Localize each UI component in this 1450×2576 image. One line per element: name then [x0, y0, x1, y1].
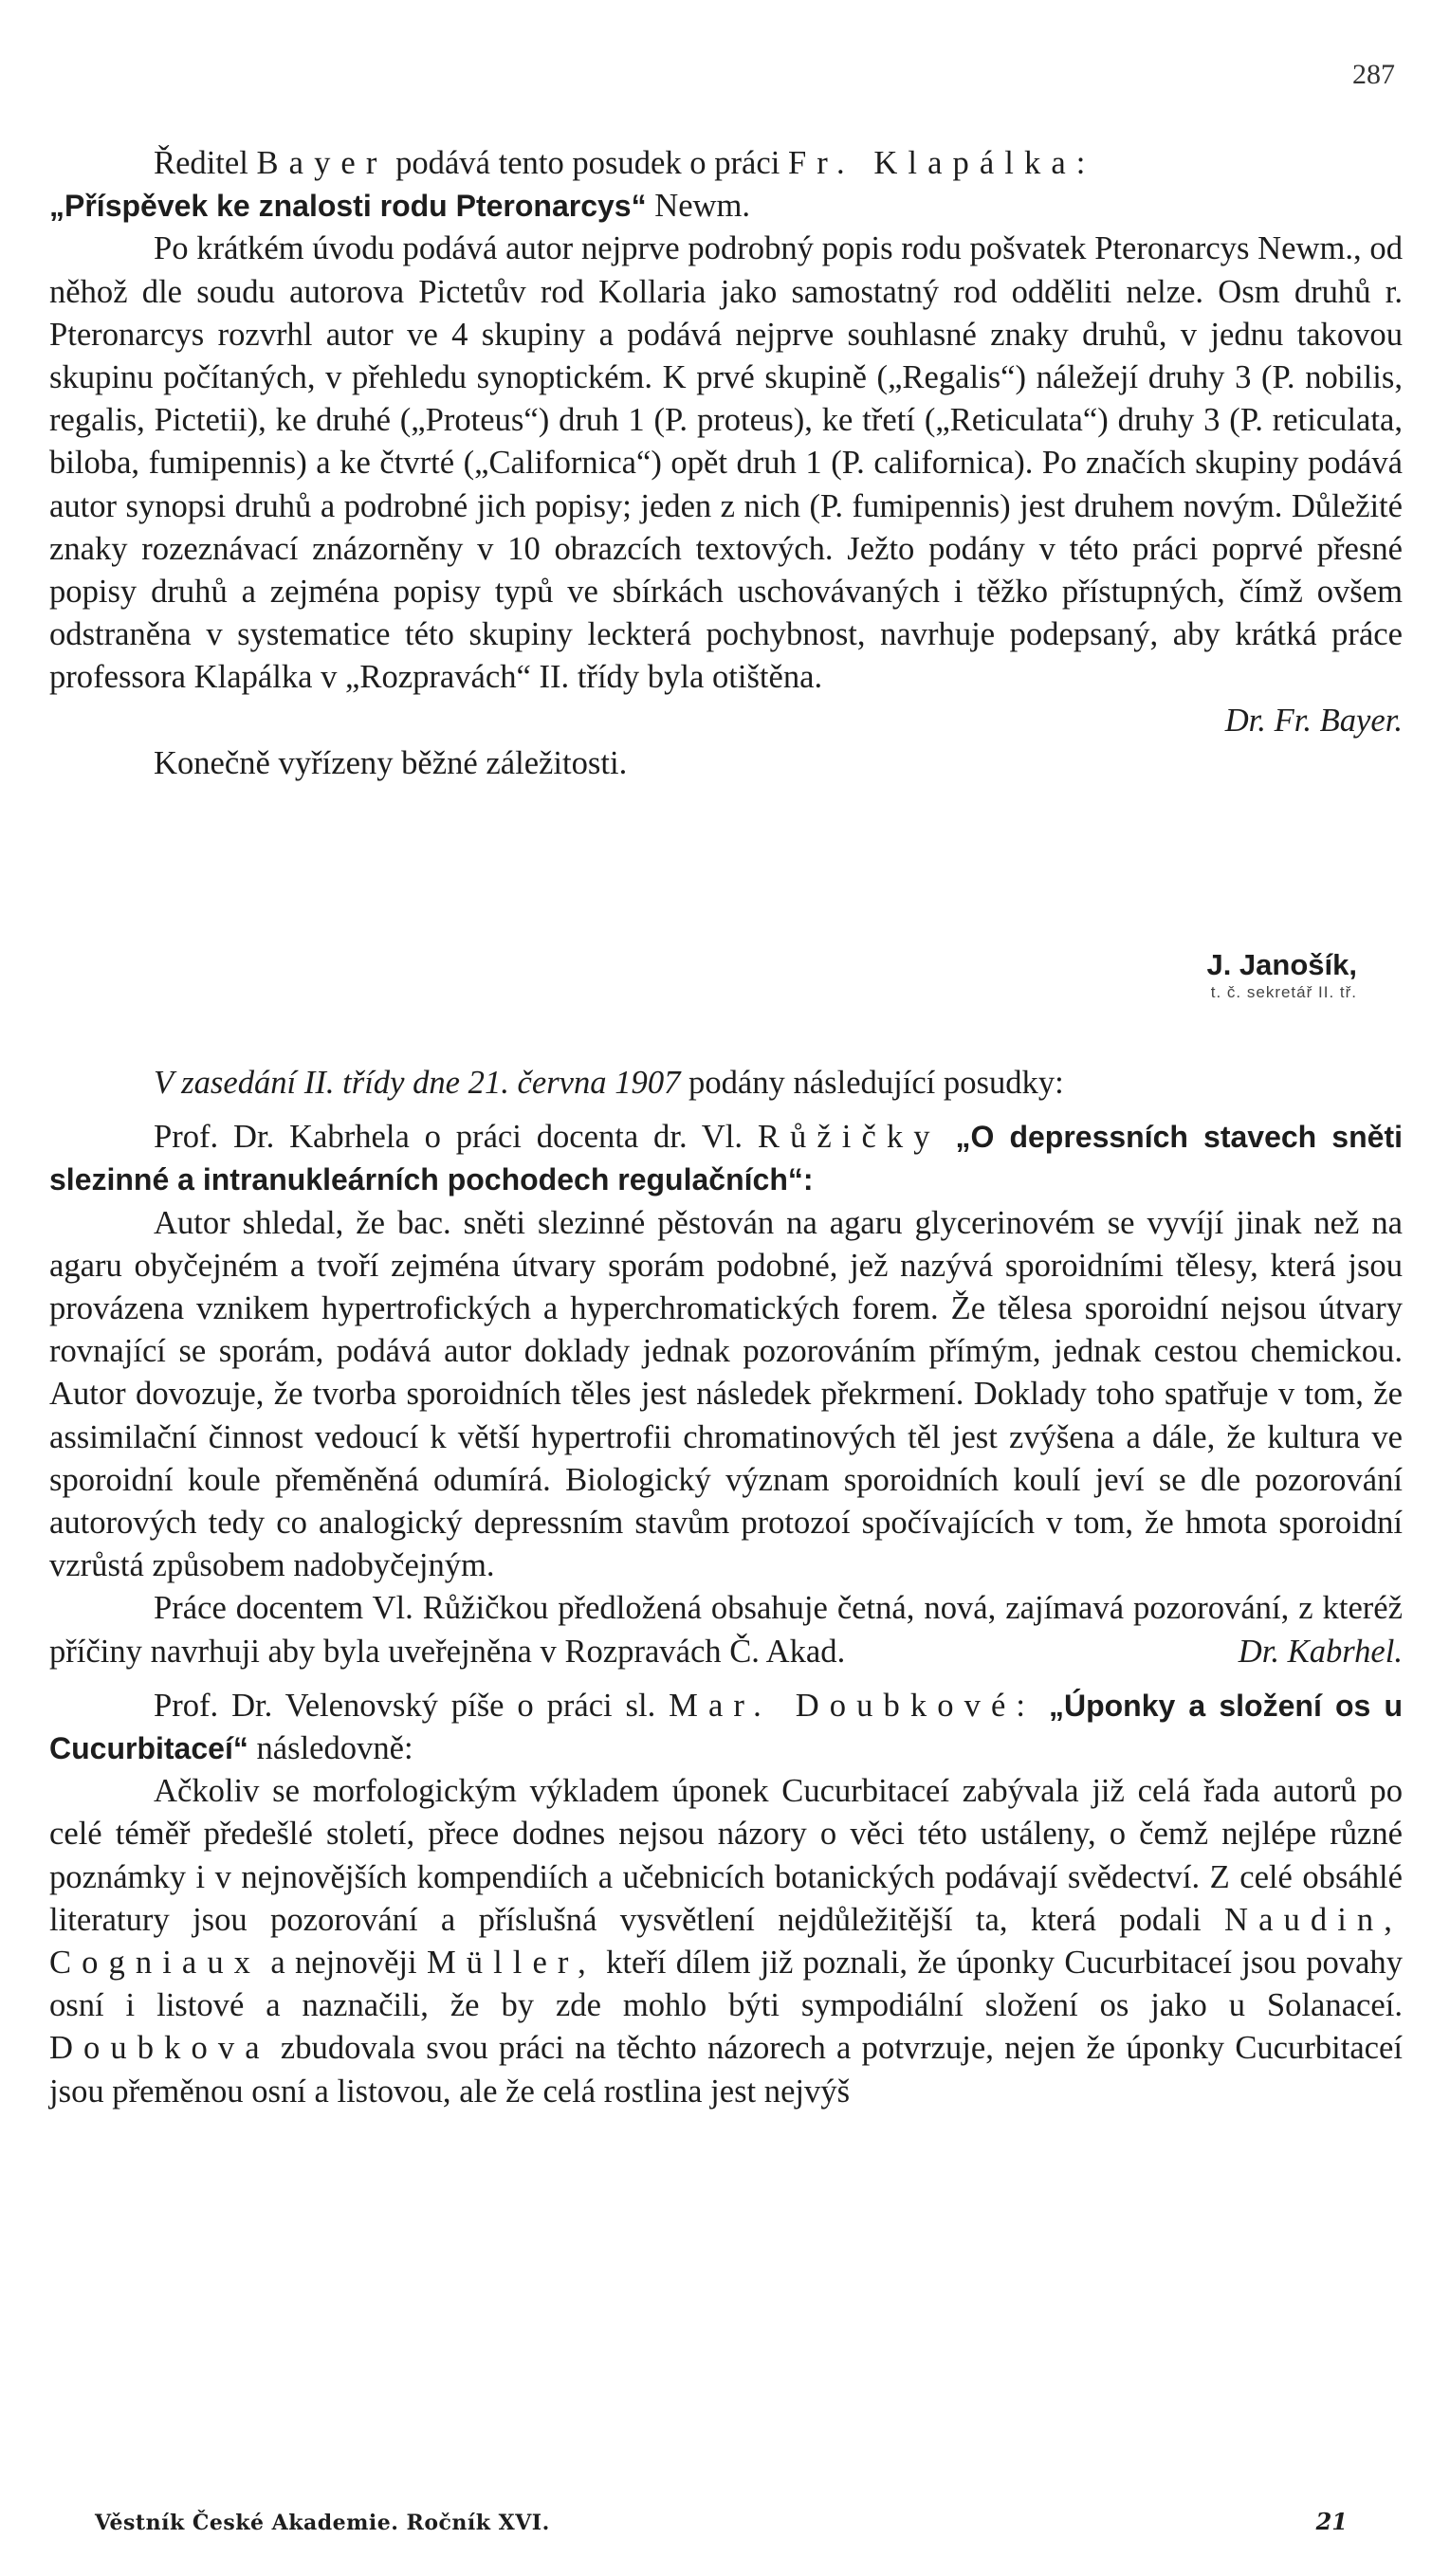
page-number: 287 — [1352, 59, 1395, 90]
report-recommendation: Práce docentem Vl. Růžičkou předložená obsahuje četná, nová, zajímavá pozorování, z kteréž příčiny navrhuji aby byla uveřejněna v Rozpravách Č. Akad. Dr. Kabrhel. — [49, 1587, 1403, 1672]
journal-name: Věstník České Akademie. Ročník XVI. — [95, 2511, 550, 2535]
work-title: „Úponky a složení os u Cucurbitaceí“ — [49, 1688, 1403, 1766]
work-title: „O depressních stavech sněti slezinné a intranukleárních pochodech regulačních“: — [49, 1120, 1403, 1197]
report-body: Po krátkém úvodu podává autor nejprve podrobný popis rodu pošvatek Pteronarcys Newm., od něhož dle soudu autorova Pictetův rod Kollaria jako samostatný rod odděliti nelze. Osm druhů r. Pteronarcys rozvrhl autor ve 4 skupiny a podává nejprve souhlasné znaky druhů, v jednu takovou skupinu počítaných, v přehledu synoptickém. K prvé skupině („Regalis“) náležejí druhy 3 (P. nobilis, regalis, Pictetii), ke druhé („Proteus“) druh 1 (P. proteus), ke třetí („Reticulata“) druhy 3 (P. reticulata, biloba, fumipennis) a ke čtvrté („Californica“) opět druh 1 (P. californica). Po značích skupiny podává autor synopsi druhů a podrobné jich popisy; jeden z nich (P. fumipennis) jest druhem novým. Důležité znaky rozeznávací znázorněny v 10 obrazcích textových. Ježto podány v této práci poprvé přesné popisy druhů a zejména popisy typů ve sbírkách uschovávaných i těžko přístupných, čímž ovšem odstraněna v systematice této skupiny leckterá pochybnost, navrhuje podepsaný, aby krátká práce professora Klapálka v „Rozpravách“ II. třídy byla otištěna. — [49, 230, 1403, 696]
report-ruzicka-intro: Prof. Dr. Kabrhela o práci docenta dr. Vl. Růžičky „O depressních stavech sněti slezinné a intranukleárních pochodech regulačních“: — [49, 1119, 1403, 1197]
report-signature: Dr. Kabrhel. — [1238, 1633, 1403, 1670]
report-doubkova-intro: Prof. Dr. Velenovský píše o práci sl. Mar. Doubkové: „Úponky a složení os u Cucurbitaceí“ následovně: — [49, 1687, 1403, 1767]
report-body: Ačkoliv se morfologickým výkladem úponek Cucurbitaceí zabývala již celá řada autorů po celé téměř předešlé století, přece dodnes nejsou názory o věci této ustáleny, o čemž nejlépe různé poznámky i v nejnovějších kompendiích a učebnicích botanických podávají svědectví. Z celé obsáhlé literatury jsou pozorování a příslušná vysvětlení nejdůležitější ta, která podali Naudin, Cogniaux a nejnověji Müller, kteří dílem již poznali, že úponky Cucurbitaceí jsou povahy osní i listové a naznačili, že by zde mohlo býti sympodiální složení os jako u Solanaceí. Doubkova zbudovala svou práci na těchto názorech a potvrzuje, nejen že úponky Cucurbitaceí jsou přeměnou osní a listovou, ale že celá rostlina jest nejvýš — [49, 1773, 1404, 2110]
work-title: „Příspěvek ke znalosti rodu Pteronarcys“ — [49, 189, 647, 224]
work-title-line: „Příspěvek ke znalosti rodu Pteronarcys“ Newm. — [49, 188, 751, 225]
report-body: Autor shledal, že bac. sněti slezinné pěstován na agaru glycerinovém se vyvíjí jinak než na agaru obyčejném a tvoří zejména útvary sporám podobné, jež nazývá sporoidními tělesy, která jsou provázena vznikem hypertrofických a hyperchromatických forem. Že tělesa sporoidní nejsou útvary rovnající se sporám, podává autor doklady jednak pozorováním přímým, jednak cestou chemickou. Autor dovozuje, že tvorba sporoidních těles jest následek překrmení. Doklady toho spatřuje v tom, že assimilační činnost vedoucí k větší hypertrofii chromatinových těl jest zvýšena a dále, že kultura ve sporoidní koule přeměněná odumírá. Biologický význam sporoidních koulí jeví se dle pozorování autorových tedy co analogický depressním stavům protozoí spočívajících v tom, že hmota sporoidní vzrůstá způsobem nadobyčejným. — [49, 1204, 1403, 1584]
secretary-role: t. č. sekretář II. tř. — [1210, 983, 1357, 1001]
report-signature: Dr. Fr. Bayer. — [1224, 702, 1403, 739]
author-name: Bayer — [256, 145, 388, 181]
report-intro: Ředitel Bayer podává tento posudek o práci Fr. Klapálka: — [154, 145, 1096, 181]
work-author: Fr. Klapálka: — [787, 145, 1096, 181]
report-klapalek — [49, 142, 1403, 785]
session-heading: V zasedání II. třídy dne 21. června 1907 podány následující posudky: — [154, 1065, 1064, 1101]
secretary-signature — [1206, 948, 1357, 1003]
signature-mark: 21 — [1315, 2508, 1348, 2535]
page-footer — [95, 2508, 1348, 2535]
secretary-name: J. Janošík, — [1206, 948, 1357, 981]
closing-note: Konečně vyřízeny běžné záležitosti. — [154, 744, 628, 781]
session-reports — [49, 1062, 1403, 2113]
